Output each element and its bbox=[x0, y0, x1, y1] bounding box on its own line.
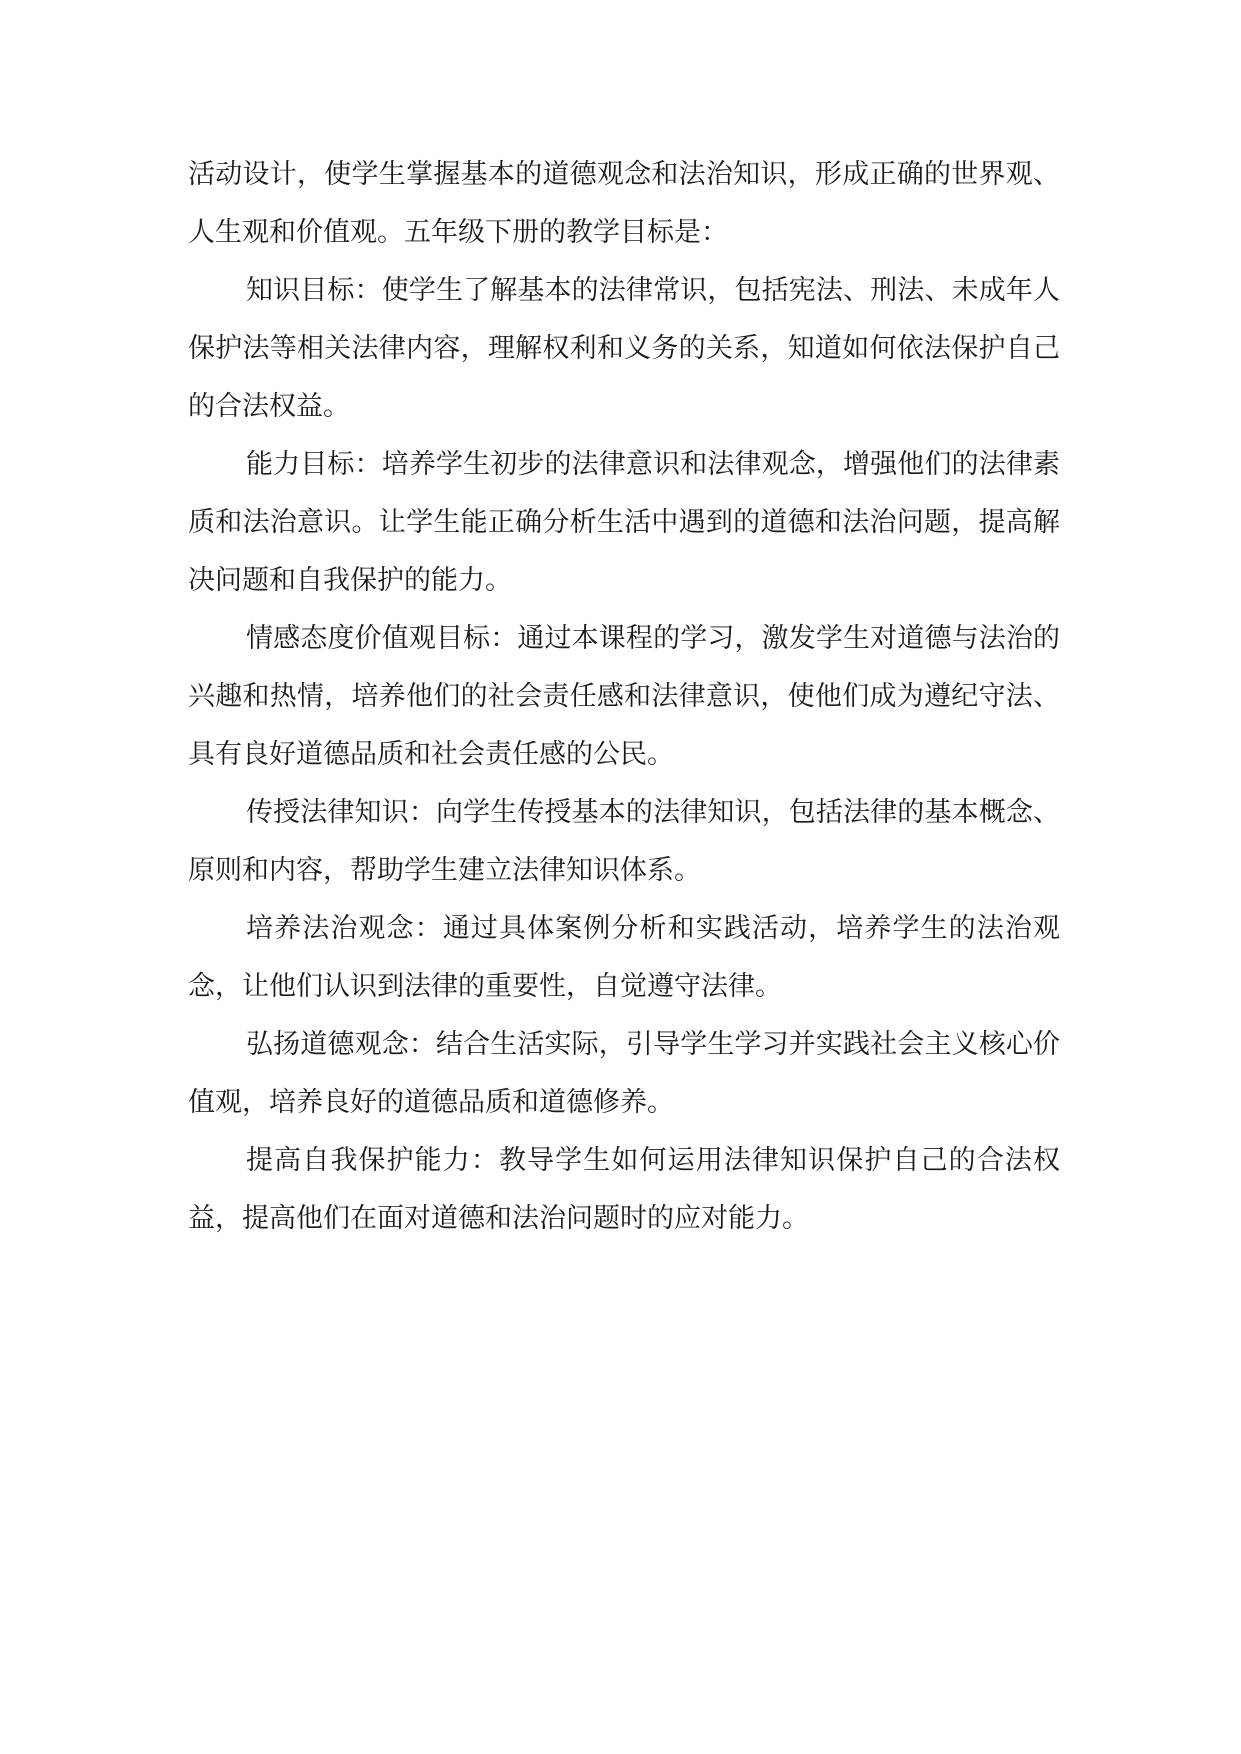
paragraph-emotion-goal: 情感态度价值观目标：通过本课程的学习，激发学生对道德与法治的兴趣和热情，培养他们的社会责任感和法律意识，使他们成为遵纪守法、具有良好道德品质和社会责任感的公民。 bbox=[188, 623, 1060, 770]
paragraph-ability-goal: 能力目标：培养学生初步的法律意识和法律观念，增强他们的法律素质和法治意识。让学生能正确分析生活中遇到的道德和法治问题，提高解决问题和自我保护的能力。 bbox=[188, 449, 1060, 596]
paragraph-intro: 活动设计，使学生掌握基本的道德观念和法治知识，形成正确的世界观、人生观和价值观。五年级下册的教学目标是： bbox=[188, 159, 1060, 248]
paragraph-knowledge-goal: 知识目标：使学生了解基本的法律常识，包括宪法、刑法、未成年人保护法等相关法律内容，理解权利和义务的关系，知道如何依法保护自己的合法权益。 bbox=[188, 275, 1060, 422]
paragraph-rule-of-law: 培养法治观念：通过具体案例分析和实践活动，培养学生的法治观念，让他们认识到法律的重要性，自觉遵守法律。 bbox=[188, 913, 1060, 1002]
paragraph-law-knowledge: 传授法律知识：向学生传授基本的法律知识，包括法律的基本概念、原则和内容，帮助学生建立法律知识体系。 bbox=[188, 797, 1060, 886]
paragraph-moral-values: 弘扬道德观念：结合生活实际，引导学生学习并实践社会主义核心价值观，培养良好的道德品质和道德修养。 bbox=[188, 1029, 1060, 1118]
document-body bbox=[188, 146, 1060, 1248]
paragraph-self-protection: 提高自我保护能力：教导学生如何运用法律知识保护自己的合法权益，提高他们在面对道德和法治问题时的应对能力。 bbox=[188, 1145, 1060, 1234]
